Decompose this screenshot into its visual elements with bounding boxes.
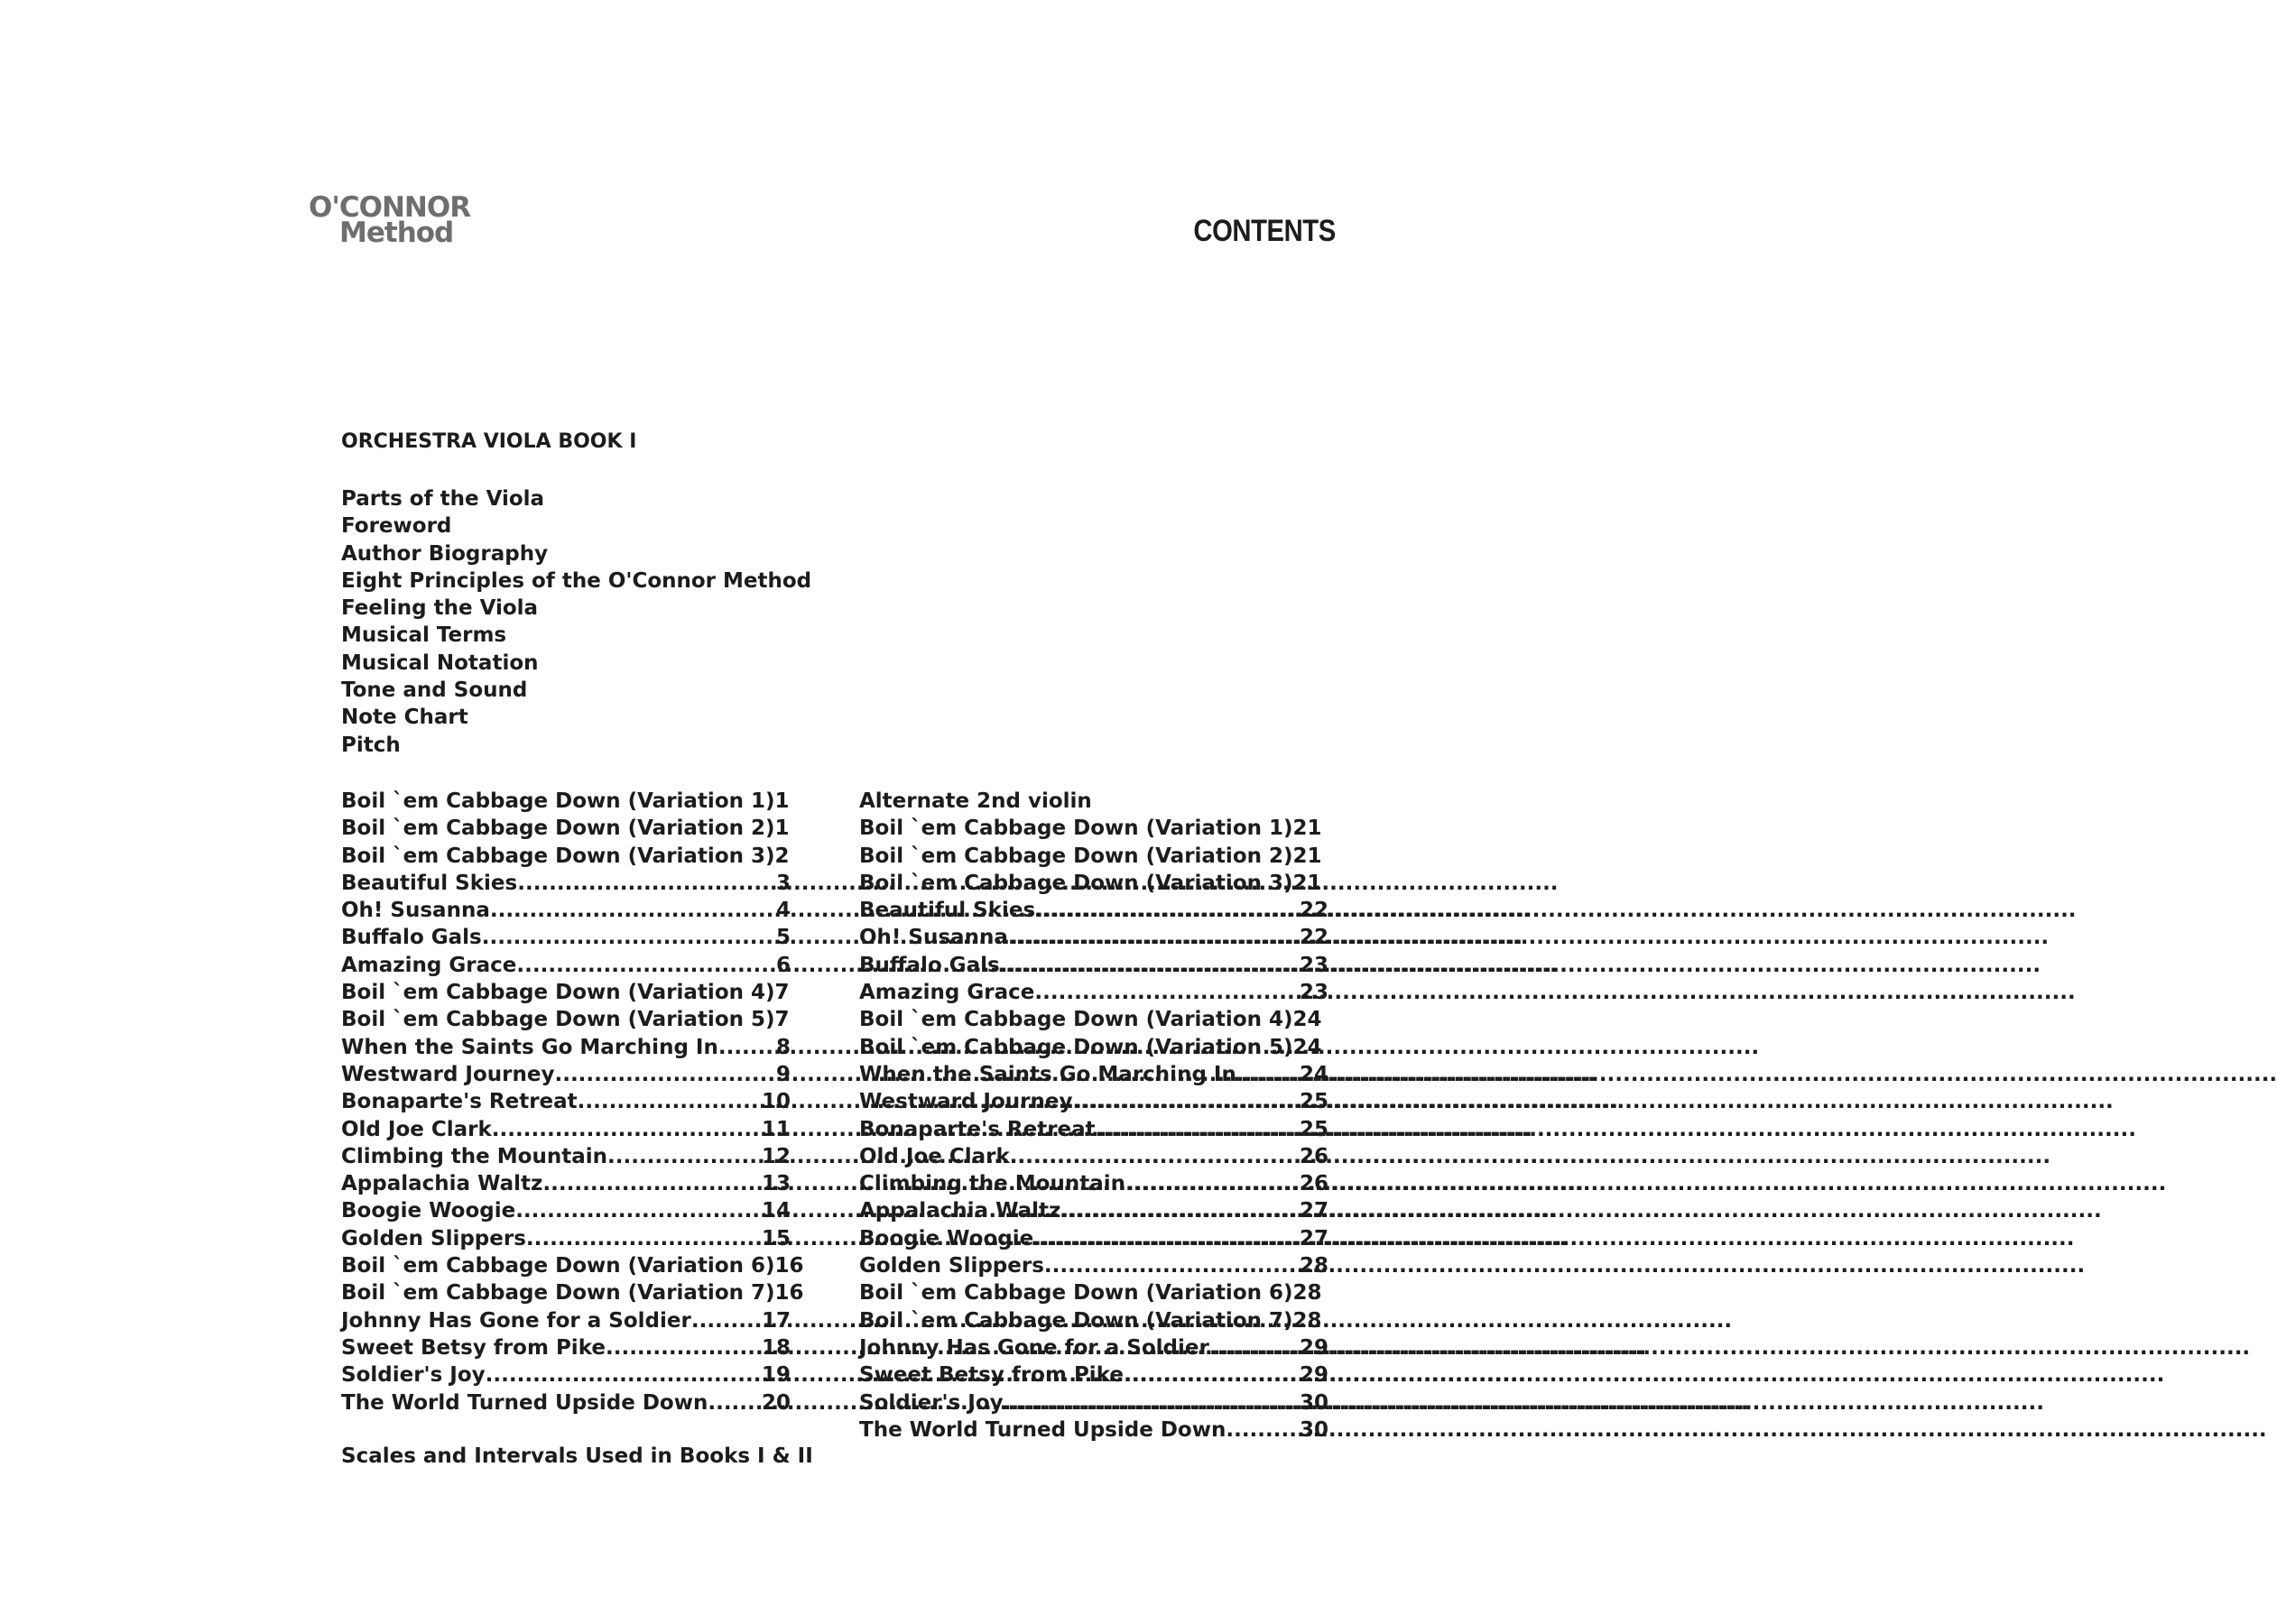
toc-entry <box>341 815 791 842</box>
toc-entry <box>341 788 791 815</box>
toc-leader-dots <box>691 1307 762 1334</box>
toc-entry-page: 28 <box>1292 1308 1322 1333</box>
toc-entry-page: 23 <box>1299 953 1328 977</box>
toc-entry-title: Boil `em Cabbage Down (Variation 3) <box>341 844 775 868</box>
toc-entry-title: Boil `em Cabbage Down (Variation 3) <box>859 871 1293 895</box>
toc-entry-title: Buffalo Gals <box>341 926 482 950</box>
toc-leader-dots <box>1060 1197 1300 1224</box>
toc-entry <box>859 1361 1328 1389</box>
toc-entry <box>859 1034 1328 1061</box>
toc-entry <box>341 1006 791 1033</box>
toc-leader-dots <box>517 870 776 897</box>
toc-entry <box>341 1225 791 1252</box>
toc-entry-page: 10 <box>761 1090 791 1114</box>
toc-left-column <box>341 788 804 1416</box>
toc-entry-page: 16 <box>774 1254 804 1278</box>
toc-leader-dots <box>515 1197 762 1224</box>
toc-entry-page: 12 <box>761 1144 791 1168</box>
toc-entry <box>859 1225 1328 1252</box>
toc-leader-dots <box>1226 1416 1300 1444</box>
toc-entry <box>341 1170 791 1197</box>
toc-entry <box>859 1116 1328 1143</box>
toc-entry-page: 2 <box>774 844 790 868</box>
toc-entry-title: Golden Slippers <box>341 1226 526 1250</box>
toc-leader-dots <box>1209 1334 1300 1361</box>
toc-entry-page: 4 <box>775 899 791 923</box>
toc-entry-title: Boil `em Cabbage Down (Variation 6) <box>341 1254 775 1278</box>
toc-leader-dots <box>607 1143 762 1170</box>
toc-entry-page: 29 <box>1299 1335 1328 1360</box>
intro-item: Note Chart <box>341 706 468 730</box>
toc-entry-title: Beautiful Skies <box>859 899 1036 923</box>
intro-list <box>341 485 811 759</box>
toc-entry <box>341 1334 791 1361</box>
toc-entry-title: Beautiful Skies <box>341 871 518 895</box>
intro-item: Author Biography <box>341 541 549 566</box>
toc-entry-page: 3 <box>775 871 791 895</box>
toc-entry-page: 11 <box>761 1117 791 1141</box>
toc-leader-dots <box>1010 1143 1300 1170</box>
toc-leader-dots <box>554 1061 776 1088</box>
toc-entry-page: 22 <box>1299 899 1328 923</box>
toc-entry-page: 13 <box>761 1172 791 1196</box>
scales-intervals-entry: Scales and Intervals Used in Books I & II <box>341 1444 813 1468</box>
toc-entry <box>341 1361 791 1389</box>
intro-item: Musical Terms <box>341 623 507 648</box>
toc-entry-page: 24 <box>1292 1035 1322 1059</box>
toc-entry-title: Sweet Betsy from Pike <box>859 1363 1124 1388</box>
toc-entry-page: 20 <box>761 1390 791 1415</box>
toc-entry-page: 27 <box>1299 1226 1328 1250</box>
toc-right-column <box>859 788 1328 1444</box>
toc-entry-title: Boil `em Cabbage Down (Variation 7) <box>859 1308 1293 1333</box>
toc-leader-dots <box>578 1088 762 1115</box>
toc-entry-title: Alternate 2nd violin <box>859 789 1092 813</box>
toc-entry-title: Bonaparte's Retreat <box>859 1117 1096 1141</box>
toc-entry <box>341 1252 804 1279</box>
toc-entry-page: 26 <box>1299 1172 1328 1196</box>
toc-entry-page: 21 <box>1292 871 1322 895</box>
toc-entry-title: Boil `em Cabbage Down (Variation 2) <box>859 844 1293 868</box>
book-title: ORCHESTRA VIOLA BOOK I <box>341 430 637 453</box>
toc-entry-title: Boil `em Cabbage Down (Variation 5) <box>341 1008 775 1032</box>
toc-entry-page: 7 <box>774 1008 790 1032</box>
toc-leader-dots <box>490 897 776 924</box>
toc-entry <box>341 1143 791 1170</box>
toc-entry <box>859 1389 1328 1416</box>
toc-entry-title: Boogie Woogie <box>859 1226 1034 1250</box>
toc-leader-dots <box>718 1034 776 1061</box>
toc-entry <box>341 1307 791 1334</box>
page-title: CONTENTS <box>1193 214 1336 248</box>
toc-entry <box>859 843 1328 870</box>
toc-entry-title: Climbing the Mountain <box>859 1172 1125 1196</box>
toc-entry-title: Boil `em Cabbage Down (Variation 6) <box>859 1281 1293 1306</box>
toc-entry-title: The World Turned Upside Down <box>859 1417 1226 1442</box>
toc-entry-title: Buffalo Gals <box>859 953 1000 977</box>
logo-line-oconnor: O'CONNOR <box>309 191 471 224</box>
toc-entry-title: Boil `em Cabbage Down (Variation 4) <box>859 1008 1293 1032</box>
toc-entry <box>859 1307 1328 1334</box>
toc-entry-page: 23 <box>1299 981 1328 1005</box>
toc-entry <box>859 979 1328 1006</box>
toc-entry-page: 14 <box>761 1199 791 1223</box>
toc-entry-title: Oh! Susanna <box>859 926 1008 950</box>
toc-entry <box>341 1034 791 1061</box>
toc-leader-dots <box>1072 1088 1300 1115</box>
toc-entry-title: Boil `em Cabbage Down (Variation 5) <box>859 1035 1293 1059</box>
toc-entry-page: 8 <box>775 1035 791 1059</box>
toc-entry <box>859 1252 1328 1279</box>
toc-entry-page: 22 <box>1299 926 1328 950</box>
toc-entry-title: Boil `em Cabbage Down (Variation 1) <box>341 789 775 813</box>
toc-entry-title: When the Saints Go Marching In <box>341 1035 718 1059</box>
toc-entry <box>859 1334 1328 1361</box>
toc-entry <box>859 815 1328 842</box>
intro-item: Feeling the Viola <box>341 596 539 621</box>
toc-entry <box>859 952 1328 979</box>
toc-entry-page: 5 <box>775 926 791 950</box>
toc-entry-page: 6 <box>775 953 791 977</box>
toc-entry <box>341 1088 791 1115</box>
toc-entry <box>859 1088 1328 1115</box>
toc-entry <box>341 1116 791 1143</box>
toc-leader-dots <box>486 1361 762 1389</box>
toc-entry-page: 16 <box>774 1281 804 1306</box>
toc-leader-dots <box>1236 1061 1300 1088</box>
toc-entry-title: Johnny Has Gone for a Soldier <box>341 1308 691 1333</box>
toc-leader-dots <box>482 924 776 951</box>
toc-entry-title: Sweet Betsy from Pike <box>341 1335 606 1360</box>
toc-entry <box>859 1279 1328 1306</box>
intro-item: Parts of the Viola <box>341 487 545 511</box>
toc-entry-title: Soldier's Joy <box>859 1390 1004 1415</box>
toc-leader-dots <box>1044 1252 1300 1279</box>
toc-entry-title: Boogie Woogie <box>341 1199 516 1223</box>
toc-entry <box>859 1143 1328 1170</box>
toc-leader-dots <box>1000 952 1300 979</box>
intro-item: Foreword <box>341 514 452 539</box>
toc-entry <box>859 1197 1328 1224</box>
toc-leader-dots <box>1124 1361 1300 1389</box>
toc-entry-title: Amazing Grace <box>859 981 1035 1005</box>
toc-entry-page: 17 <box>761 1308 791 1333</box>
toc-leader-dots <box>1033 1225 1300 1252</box>
toc-entry-page: 29 <box>1299 1363 1328 1388</box>
toc-entry <box>859 897 1328 924</box>
toc-entry-page: 1 <box>774 789 790 813</box>
toc-entry-page: 19 <box>761 1363 791 1388</box>
toc-leader-dots <box>526 1225 762 1252</box>
toc-entry <box>859 924 1328 951</box>
toc-entry-page: 28 <box>1292 1281 1322 1306</box>
toc-leader-dots <box>1096 1116 1300 1143</box>
toc-entry-title: Boil `em Cabbage Down (Variation 1) <box>859 817 1293 841</box>
toc-leader-dots <box>1125 1170 1300 1197</box>
toc-entry-page: 27 <box>1299 1199 1328 1223</box>
toc-entry-page: 24 <box>1292 1008 1322 1032</box>
toc-leader-dots <box>606 1334 762 1361</box>
toc-entry <box>341 843 791 870</box>
toc-entry-title: Boil `em Cabbage Down (Variation 2) <box>341 817 775 841</box>
toc-entry <box>341 1197 791 1224</box>
toc-entry-title: Bonaparte's Retreat <box>341 1090 578 1114</box>
logo-line-method: Method <box>339 217 454 249</box>
toc-entry-page: 7 <box>774 981 790 1005</box>
toc-entry <box>859 1006 1328 1033</box>
toc-leader-dots <box>492 1116 762 1143</box>
toc-entry-page: 21 <box>1292 817 1322 841</box>
toc-entry-title: Westward Journey <box>859 1090 1073 1114</box>
toc-entry-title: Old Joe Clark <box>859 1144 1010 1168</box>
toc-entry-title: Boil `em Cabbage Down (Variation 4) <box>341 981 775 1005</box>
toc-entry-title: Westward Journey <box>341 1062 555 1086</box>
toc-entry <box>341 924 791 951</box>
toc-leader-dots <box>542 1170 762 1197</box>
toc-entry-page: 26 <box>1299 1144 1328 1168</box>
toc-entry <box>341 979 791 1006</box>
toc-entry-title: Boil `em Cabbage Down (Variation 7) <box>341 1281 775 1306</box>
toc-entry-page: 21 <box>1292 844 1322 868</box>
toc-entry-page: 30 <box>1299 1417 1328 1442</box>
toc-entry-title: Appalachia Waltz <box>859 1199 1061 1223</box>
toc-entry <box>341 1061 791 1088</box>
toc-entry-title: Golden Slippers <box>859 1254 1044 1278</box>
toc-entry-title: When the Saints Go Marching In <box>859 1062 1236 1086</box>
intro-item: Pitch <box>341 733 401 757</box>
toc-entry <box>341 897 791 924</box>
toc-entry <box>341 1389 791 1416</box>
toc-entry-page: 28 <box>1299 1254 1328 1278</box>
toc-entry-title: Oh! Susanna <box>341 899 490 923</box>
toc-entry <box>859 1061 1328 1088</box>
toc-entry <box>859 870 1328 897</box>
toc-leader-dots <box>1008 924 1300 951</box>
toc-entry <box>341 1279 804 1306</box>
toc-entry <box>341 870 791 897</box>
toc-entry-title: The World Turned Upside Down <box>341 1390 708 1415</box>
toc-entry-title: Old Joe Clark <box>341 1117 492 1141</box>
toc-entry-title: Soldier's Joy <box>341 1363 486 1388</box>
toc-entry <box>859 1416 1328 1444</box>
toc-entry-page: 30 <box>1299 1390 1328 1415</box>
toc-leader-dots <box>708 1389 762 1416</box>
toc-entry-page: 24 <box>1299 1062 1328 1086</box>
intro-item: Tone and Sound <box>341 678 528 703</box>
toc-entry-page: 25 <box>1299 1117 1328 1141</box>
intro-item: Eight Principles of the O'Connor Method <box>341 568 812 593</box>
intro-item: Musical Notation <box>341 651 539 675</box>
toc-entry-page: 18 <box>761 1335 791 1360</box>
toc-entry-page: 15 <box>761 1226 791 1250</box>
toc-entry-title: Climbing the Mountain <box>341 1144 607 1168</box>
toc-leader-dots <box>1035 897 1300 924</box>
toc-leader-dots <box>1034 979 1300 1006</box>
oconnor-method-logo <box>309 191 489 249</box>
toc-entry <box>859 1170 1328 1197</box>
toc-entry-title: Amazing Grace <box>341 953 517 977</box>
toc-leader-dots <box>516 952 776 979</box>
toc-entry-page: 9 <box>775 1062 791 1086</box>
toc-entry <box>859 788 1328 815</box>
toc-entry-page: 25 <box>1299 1090 1328 1114</box>
toc-entry <box>341 952 791 979</box>
toc-entry-title: Appalachia Waltz <box>341 1172 543 1196</box>
toc-leader-dots <box>1004 1389 1300 1416</box>
toc-entry-title: Johnny Has Gone for a Soldier <box>859 1335 1209 1360</box>
toc-entry-page: 1 <box>774 817 790 841</box>
